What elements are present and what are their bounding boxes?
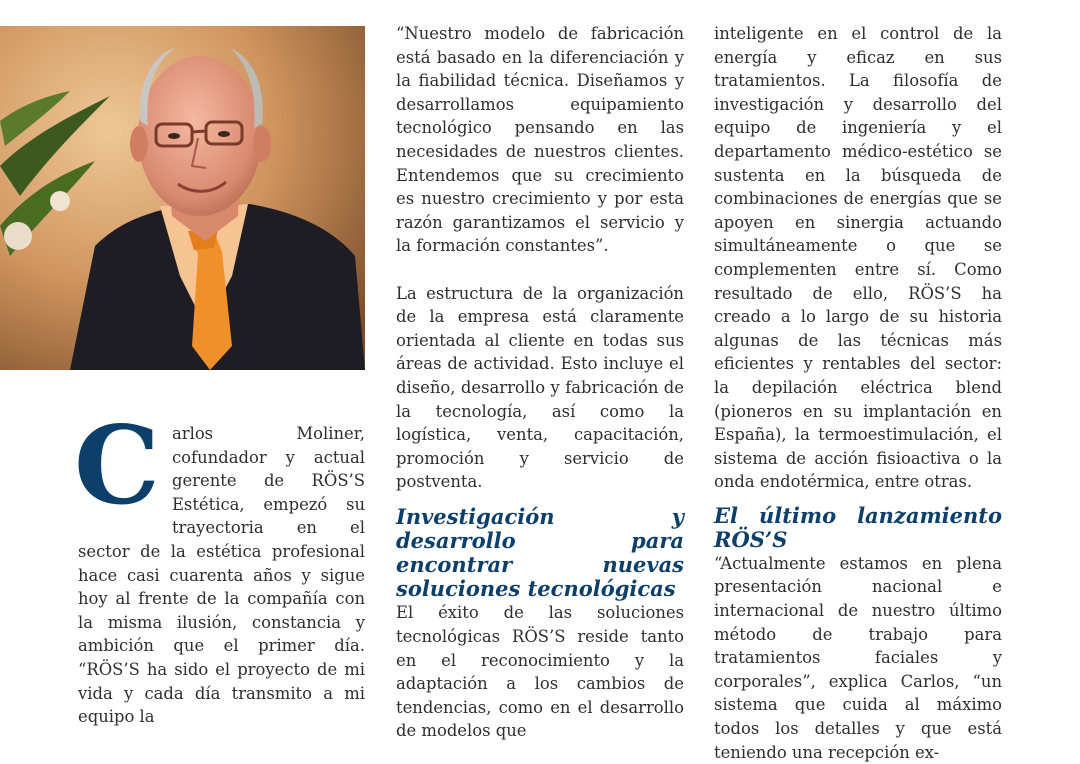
article-column-3 [714, 22, 1002, 764]
paragraph-intro: arlos Moliner, cofundador y actual gerente de RÖS’S Estética, empezó su trayectoria en el sector de la estética profesional hace casi cuarenta años y sigue hoy al frente de la compañía con la misma ilusión, constancia y ambición que el primer día. “RÖS’S ha sido el proyecto de mi vida y cada día transmito a mi equipo la [78, 424, 365, 727]
portrait-photo [0, 26, 365, 370]
paragraph-launch: “Actualmente estamos en plena presentación nacional e internacional de nuestro último método de trabajo para tratamientos faciales y corporales”, explica Carlos, “un sistema que cuida al máximo todos los detalles y que está teniendo una recepción ex- [714, 553, 1002, 762]
paragraph-quote: “Nuestro modelo de fabricación está basado en la diferenciación y la fiabilidad técnica. Diseñamos y desarrollamos equipamiento tecnológico pensando en las necesidades de nuestros clientes. Entendemos que su crecimiento es nuestro crecimiento y por esta razón garantizamos el servicio y la formación constantes”. [396, 24, 684, 256]
section-heading-research: Investigación y desarrollo para encontrar nuevas soluciones tecnológicas [396, 504, 684, 602]
paragraph-organization: La estructura de la organización de la empresa está claramente orientada al cliente en todas sus áreas de actividad. Esto incluye el diseño, desarrollo y fabricación de la tecnología, así como la logística, venta, capacitación, promoción y servicio de postventa. [396, 283, 684, 492]
paragraph-research: El éxito de las soluciones tecnológicas RÖS’S reside tanto en el reconocimiento y la adaptación a los cambios de tendencias, como en el desarrollo de modelos que [396, 603, 684, 741]
article-column-1 [74, 403, 365, 729]
portrait-illustration [0, 26, 365, 370]
drop-cap: C [74, 403, 160, 529]
article-column-2 [396, 22, 684, 743]
paragraph-philosophy: inteligente en el control de la energía y eficaz en sus tratamientos. La filosofía de investigación y desarrollo del equipo de ingeniería y el departamento médico-estético se sustenta en la búsqueda de combinaciones de energías que se apoyen en sinergia actuando simultáneamente o que se complementen entre sí. Como resultado de ello, RÖS’S ha creado a lo largo de su historia algunas de las técnicas más eficientes y rentables del sector: la depilación eléctrica blend (pioneros en su implantación en España), la termoestimulación, el sistema de acción fisioactiva o la onda endotérmica, entre otras. [714, 24, 1002, 492]
section-heading-launch: El último lanzamiento RÖS’S [714, 502, 1002, 552]
